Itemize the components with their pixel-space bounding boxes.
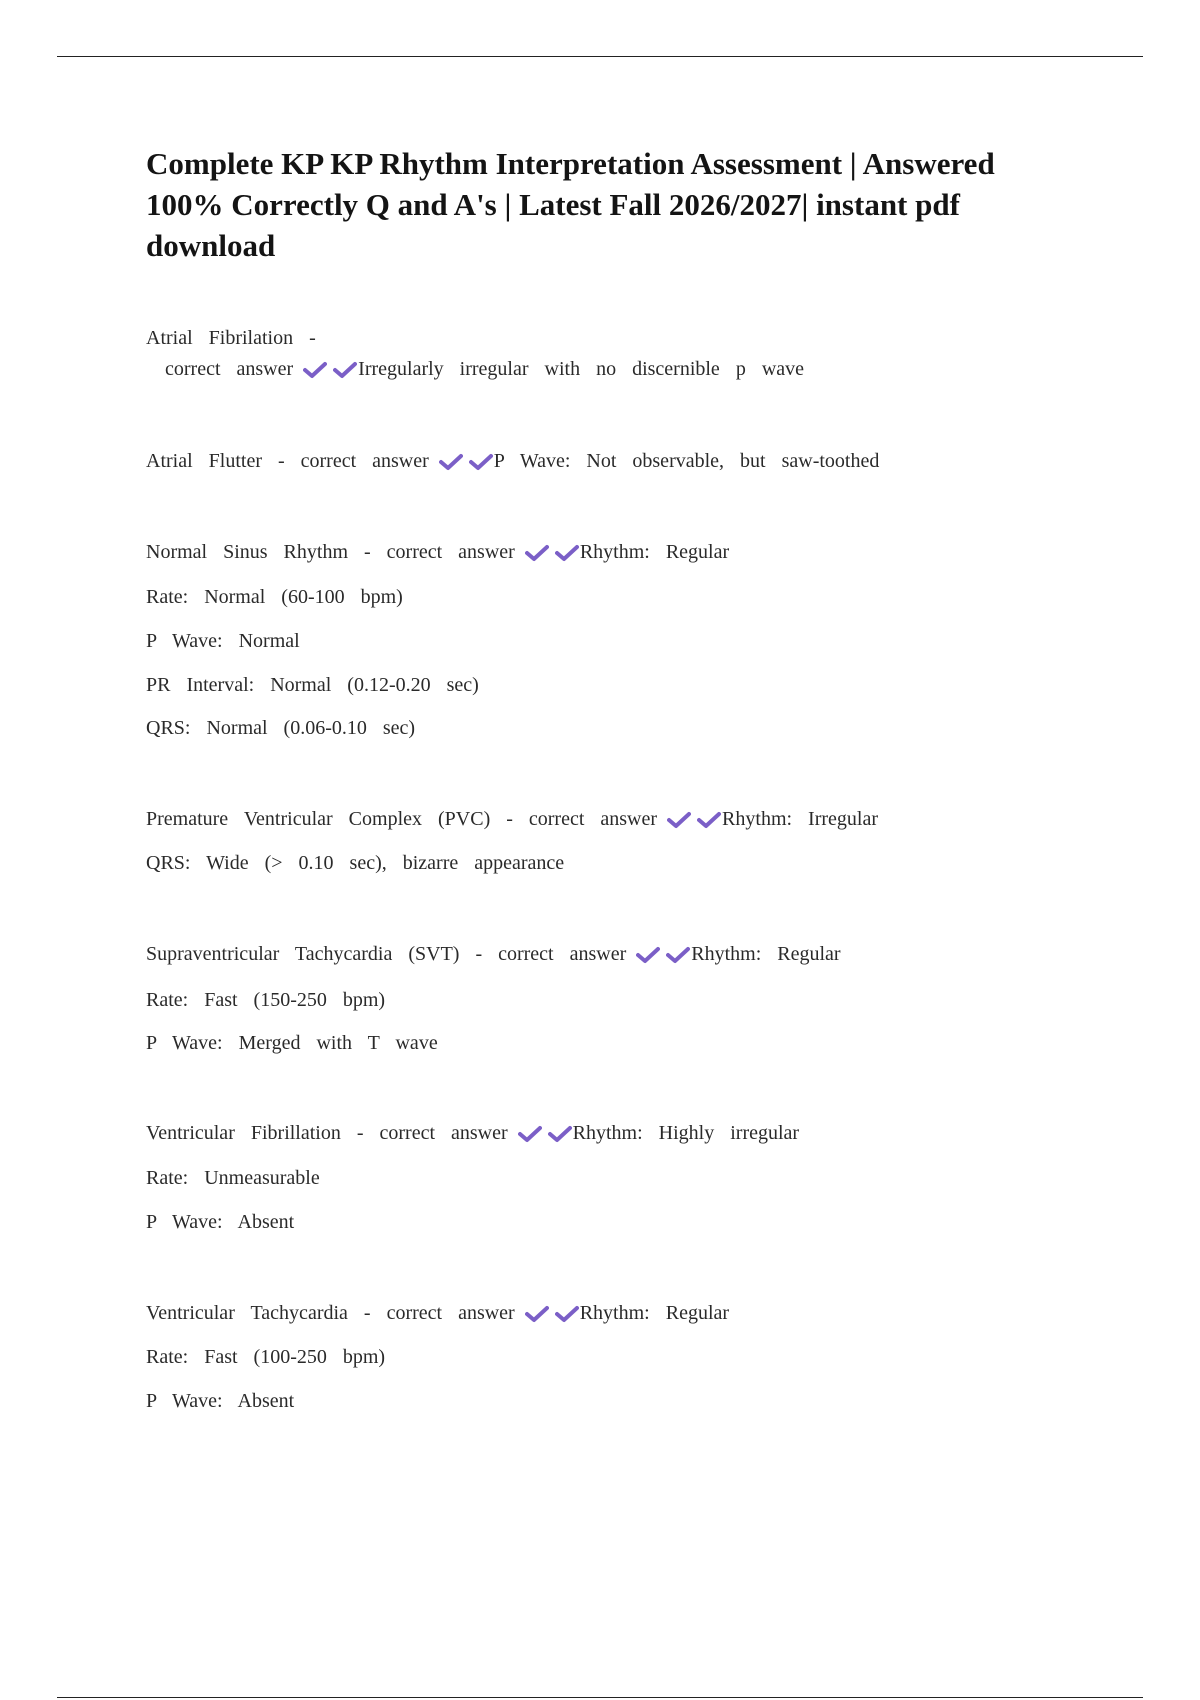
detail-line: Rate: Unmeasurable (146, 1167, 320, 1189)
check-icon (555, 1305, 579, 1323)
detail-line: Rate: Normal (60-100 bpm) (146, 586, 403, 608)
check-icon (469, 453, 493, 471)
question-ventricular-tachycardia (146, 1298, 729, 1328)
check-icon (666, 946, 690, 964)
detail-line: Rate: Fast (100-250 bpm) (146, 1346, 386, 1368)
answer-text: Rhythm: Irregular (722, 808, 879, 830)
question-text: Premature Ventricular Complex (PVC) - correct answer (146, 808, 658, 830)
detail-line: P Wave: Absent (146, 1211, 295, 1233)
check-icon (525, 544, 549, 562)
double-check-icon (439, 445, 494, 475)
answer-text: Rhythm: Regular (691, 943, 841, 965)
check-icon (697, 811, 721, 829)
answer-text: P Wave: Not observable, but saw-toothed (493, 450, 880, 472)
question-text: Ventricular Tachycardia - correct answer (146, 1302, 515, 1324)
detail-line: QRS: Wide (> 0.10 sec), bizarre appearance (146, 852, 565, 874)
question-text: Supraventricular Tachycardia (SVT) - correct answer (146, 943, 627, 965)
question-pvc (146, 804, 878, 834)
detail-line: P Wave: Absent (146, 1390, 295, 1412)
check-icon (525, 1305, 549, 1323)
detail-line: Rate: Fast (150-250 bpm) (146, 989, 386, 1011)
check-icon (518, 1125, 542, 1143)
double-check-icon (525, 536, 580, 566)
document-title: Complete KP KP Rhythm Interpretation Assessment | Answered 100% Correctly Q and A's | Latest Fall 2026/2027| instant pdf download (146, 146, 995, 263)
answer-line-atrial-fibrilation (165, 354, 804, 384)
detail-line: QRS: Normal (0.06-0.10 sec) (146, 717, 416, 739)
bottom-rule (57, 1697, 1143, 1698)
question-normal-sinus-rhythm (146, 537, 729, 567)
check-icon (555, 544, 579, 562)
check-icon (636, 946, 660, 964)
question-svt (146, 939, 841, 969)
answer-text: Irregularly irregular with no discernible p wave (358, 358, 805, 380)
double-check-icon (525, 1297, 580, 1327)
question-text: Ventricular Fibrillation - correct answer (146, 1122, 508, 1144)
question-text: Normal Sinus Rhythm - correct answer (146, 541, 515, 563)
answer-text: Rhythm: Highly irregular (572, 1122, 800, 1144)
double-check-icon (636, 938, 691, 968)
top-rule (57, 56, 1143, 57)
answer-text: Rhythm: Regular (579, 1302, 730, 1324)
double-check-icon (667, 803, 722, 833)
question-atrial-flutter (146, 446, 879, 476)
answer-text: Rhythm: Regular (579, 541, 730, 563)
question-ventricular-fibrillation (146, 1118, 799, 1148)
question-atrial-fibrilation: Atrial Fibrilation - (146, 327, 316, 349)
double-check-icon (518, 1117, 573, 1147)
question-text: Atrial Flutter - correct answer (146, 450, 429, 472)
detail-line: P Wave: Normal (146, 630, 300, 652)
detail-line: P Wave: Merged with T wave (146, 1032, 438, 1054)
check-icon (303, 361, 327, 379)
check-icon (667, 811, 691, 829)
detail-line: PR Interval: Normal (0.12-0.20 sec) (146, 674, 479, 696)
check-icon (333, 361, 357, 379)
double-check-icon (303, 353, 358, 383)
answer-prefix: correct answer (165, 358, 294, 380)
check-icon (548, 1125, 572, 1143)
check-icon (439, 453, 463, 471)
